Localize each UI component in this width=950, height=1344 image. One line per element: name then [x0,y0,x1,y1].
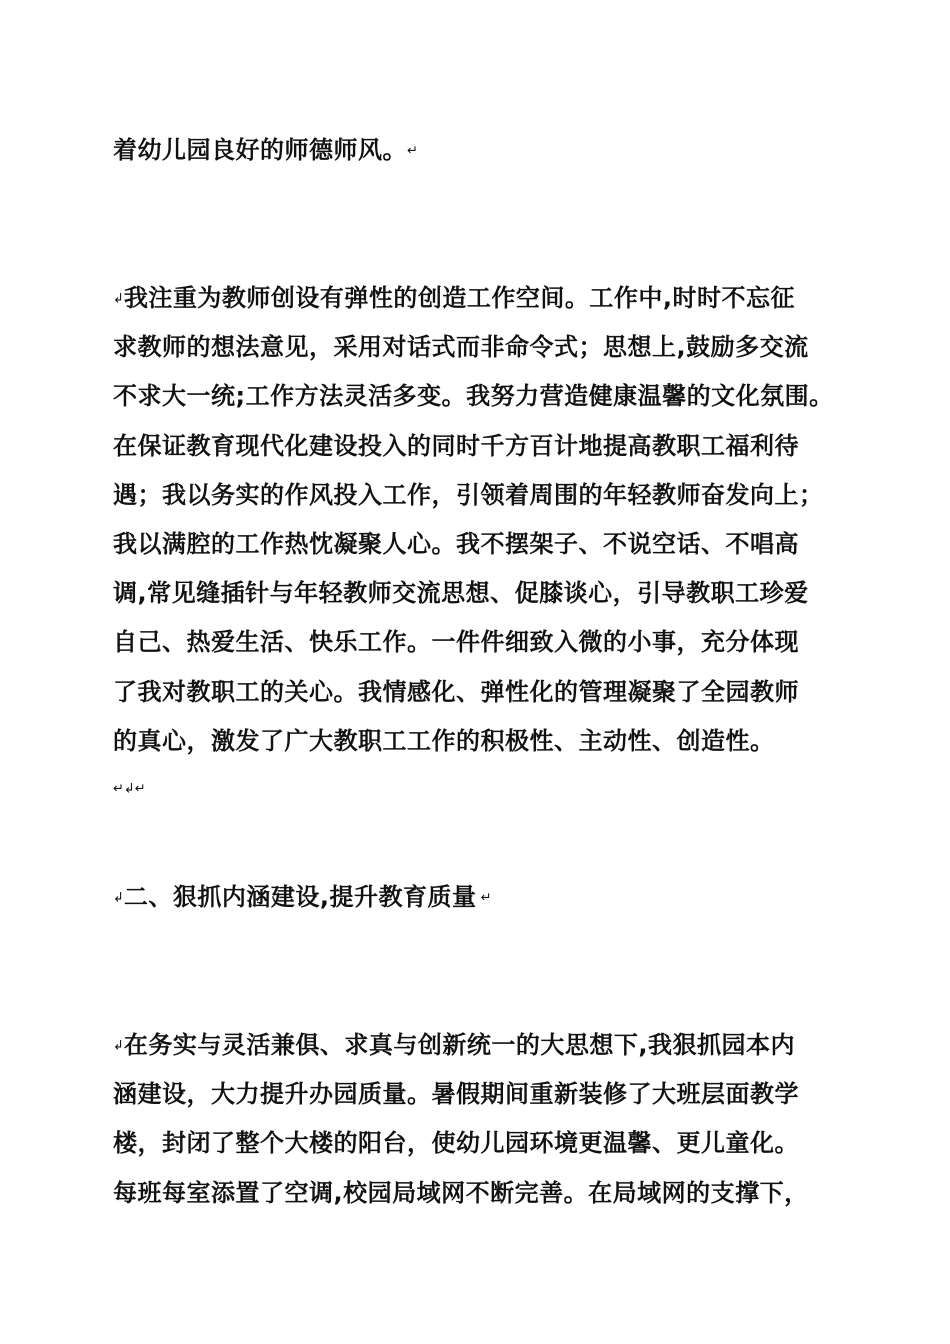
line-text: 遇；我以务实的作风投入工作，引领着周围的年轻教师奋发向上； [113,480,824,509]
heading-text: 二、狠抓内涵建设,提升教育质量 [123,883,477,911]
paragraph-break-marks [113,764,843,813]
text-line [113,323,843,372]
line-text: 的真心，激发了广大教职工工作的积极性、主动性、创造性。 [113,726,775,755]
text-line [113,764,843,813]
paragraph-closing-line [113,126,843,175]
text-line [113,1119,843,1168]
line-text: 我注重为教师创设有弹性的创造工作空间。工作中,时时不忘征 [123,284,796,312]
line-break-mark-icon: ↵ [407,143,418,159]
line-text: 楼，封闭了整个大楼的阳台，使幼儿园环境更温馨、更儿童化。 [113,1129,799,1158]
line-text: 求教师的想法意见，采用对话式而非命令式；思想上,鼓励多交流 [113,333,809,362]
line-text: 着幼儿园良好的师德师风。 [113,136,407,164]
line-text: 不求大一统;工作方法灵活多变。我努力营造健康温馨的文化氛围。 [113,382,834,411]
text-line [113,520,843,569]
line-text: 在务实与灵活兼俱、求真与创新统一的大思想下,我狠抓园本内 [123,1031,796,1059]
line-text: 我以满腔的工作热忱凝聚人心。我不摆架子、不说空话、不唱高 [113,529,799,558]
line-text: 调,常见缝插针与年轻教师交流思想、促膝谈心，引导教职工珍爱 [113,579,809,608]
line-text: 在保证教育现代化建设投入的同时千方百计地提高教职工福利待 [113,431,799,460]
text-line [113,372,843,421]
section-heading [113,873,843,922]
text-line [113,1021,843,1070]
text-line [113,717,843,766]
line-text: 涵建设，大力提升办园质量。暑假期间重新装修了大班层面教学 [113,1080,799,1109]
text-line [113,1169,843,1218]
paragraph-mark-icon: ↲ [113,291,124,307]
text-line [113,422,843,471]
paragraph-quality-improvement [113,1021,843,1218]
line-text: 每班每室添置了空调,校园局域网不断完善。在局域网的支撑下， [113,1178,809,1207]
text-line [113,126,843,175]
text-line [113,618,843,667]
paragraph-mark-icon: ↲ [113,890,124,906]
text-line [113,1070,843,1119]
text-line [113,569,843,618]
line-break-mark-icon: ↵↲↵ [113,781,146,797]
text-line [113,471,843,520]
paragraph-mark-icon: ↲ [113,1038,124,1054]
text-line [113,873,843,922]
text-line [113,668,843,717]
paragraph-teacher-workspace [113,274,843,766]
line-text: 自己、热爱生活、快乐工作。一件件细致入微的小事，充分体现 [113,628,799,657]
line-text: 了我对教职工的关心。我情感化、弹性化的管理凝聚了全园教师 [113,677,799,706]
text-line [113,274,843,323]
line-break-mark-icon: ↵ [476,890,492,906]
